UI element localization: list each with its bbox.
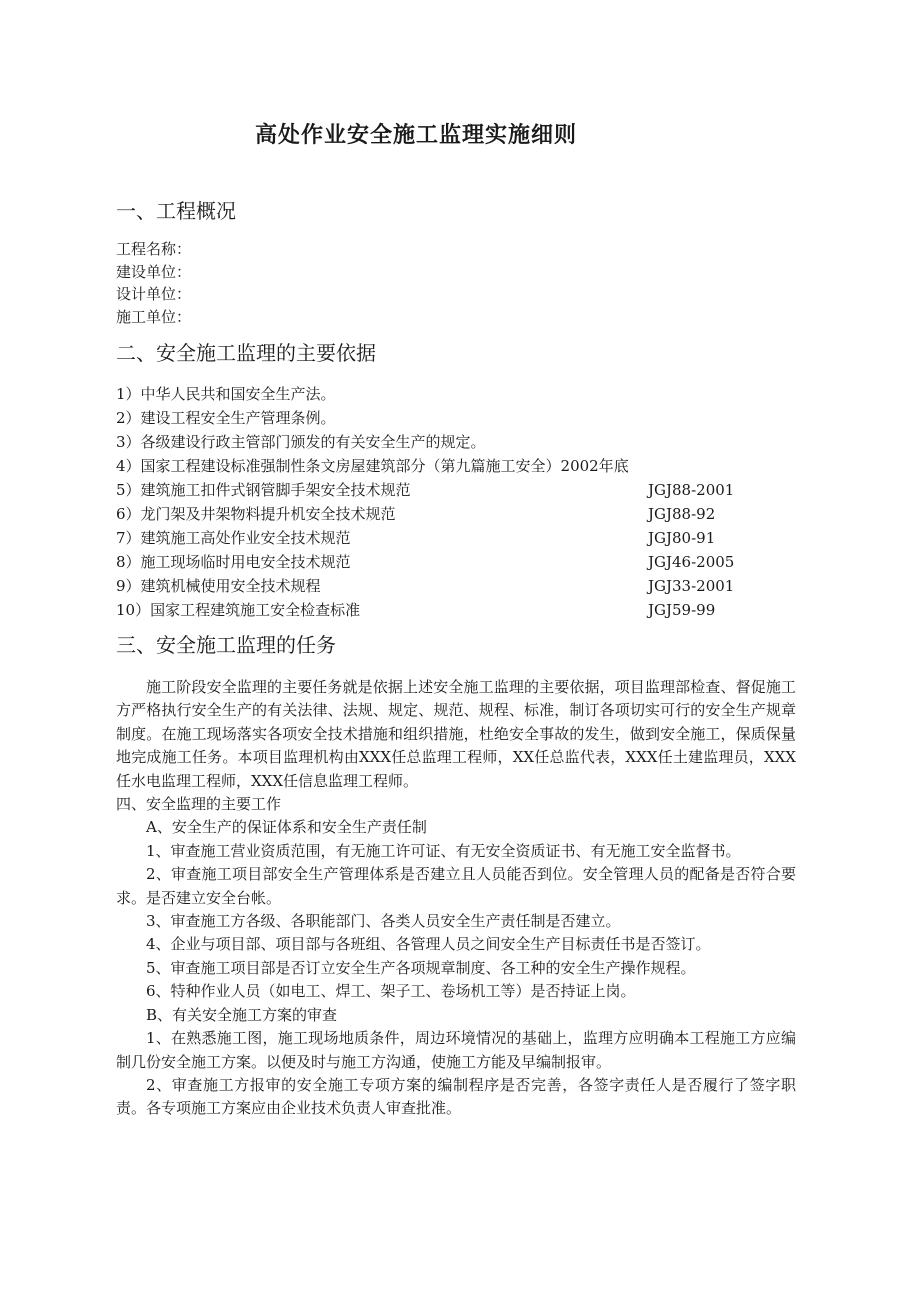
- list-item: 1、审查施工营业资质范围，有无施工许可证、有无安全资质证书、有无施工安全监督书。: [146, 841, 741, 860]
- basis-text: 6）龙门架及井架物料提升机安全技术规范: [116, 505, 396, 523]
- basis-text: 2）建设工程安全生产管理条例。: [116, 409, 336, 427]
- list-item: [116, 526, 796, 550]
- basis-code: JGJ80-91: [648, 529, 716, 547]
- basis-code: JGJ88-2001: [648, 481, 735, 499]
- list-item: [116, 598, 796, 622]
- subsection-heading-b: B、有关安全施工方案的审查: [146, 1005, 338, 1024]
- section-heading-main-work: 四、安全监理的主要工作: [116, 795, 282, 814]
- field-designer: 设计单位：: [116, 285, 192, 303]
- section-heading-tasks: 三、安全施工监理的任务: [116, 633, 336, 657]
- field-owner: 建设单位：: [116, 262, 192, 281]
- tasks-paragraph: 施工阶段安全监理的主要任务就是依据上述安全施工监理的主要依据，项目监理部检查、督促施工方严格执行安全生产的有关法律、法规、规定、规范、规程、标准，制订各项切实可行的安全生产规章制度。在施工现场落实各项安全技术措施和组织措施，杜绝安全事故的发生，做到安全施工，保质保量地完成施工任务。本项目监理机构由XXX任总监理工程师，XX任总监代表，XXX任土建监理员，XXX任水电监理工程师，XXX任信息监理工程师。: [116, 678, 796, 790]
- list-item: 2、审查施工项目部安全生产管理体系是否建立且人员能否到位。安全管理人员的配备是否符合要求。是否建立安全台帐。: [116, 865, 796, 907]
- project-fields: [116, 238, 796, 328]
- basis-text: 1）中华人民共和国安全生产法。: [116, 385, 336, 403]
- basis-code: JGJ88-92: [648, 505, 716, 523]
- basis-text: 8）施工现场临时用电安全技术规范: [116, 553, 351, 571]
- list-item: 2、审查施工方报审的安全施工专项方案的编制程序是否完善，各签字责任人是否履行了签字职责。各专项施工方案应由企业技术负责人审查批准。: [116, 1075, 796, 1118]
- list-item: 6、特种作业人员（如电工、焊工、架子工、卷场机工等）是否持证上岗。: [146, 982, 636, 1001]
- basis-text: 7）建筑施工高处作业安全技术规范: [116, 529, 351, 547]
- document-body: [116, 196, 796, 1121]
- list-item: 3、审查施工方各级、各职能部门、各类人员安全生产责任制是否建立。: [146, 912, 621, 931]
- basis-text: 5）建筑施工扣件式钢管脚手架安全技术规范: [116, 481, 411, 499]
- list-item: [116, 574, 796, 598]
- basis-list: [116, 382, 796, 622]
- basis-text: 4）国家工程建设标准强制性条文房屋建筑部分（第九篇施工安全）2002年底: [116, 457, 629, 475]
- list-item: [116, 502, 796, 526]
- list-item: [116, 406, 796, 430]
- list-item: 5、审查施工项目部是否订立安全生产各项规章制度、各工种的安全生产操作规程。: [146, 958, 696, 977]
- basis-code: JGJ59-99: [648, 601, 716, 619]
- list-item: 4、企业与项目部、项目部与各班组、各管理人员之间安全生产目标责任书是否签订。: [146, 935, 711, 954]
- list-item: [116, 550, 796, 574]
- basis-text: 10）国家工程建筑施工安全检查标准: [116, 601, 361, 619]
- field-project-name: 工程名称：: [116, 240, 192, 258]
- list-item: [116, 430, 796, 454]
- list-item: [116, 478, 796, 502]
- field-contractor: 施工单位：: [116, 307, 192, 326]
- basis-code: JGJ46-2005: [648, 553, 735, 571]
- basis-text: 9）建筑机械使用安全技术规程: [116, 577, 321, 595]
- section-heading-overview: 一、工程概况: [116, 199, 236, 223]
- basis-code: JGJ33-2001: [648, 577, 735, 595]
- basis-text: 3）各级建设行政主管部门颁发的有关安全生产的规定。: [116, 433, 486, 451]
- document-title: 高处作业安全施工监理实施细则: [254, 123, 577, 148]
- subsection-heading-a: A、安全生产的保证体系和安全生产责任制: [146, 818, 427, 837]
- list-item: [116, 382, 796, 406]
- section-heading-basis: 二、安全施工监理的主要依据: [116, 341, 376, 365]
- list-item: 1、在熟悉施工图，施工现场地质条件，周边环境情况的基础上，监理方应明确本工程施工方应编制几份安全施工方案。以便及时与施工方沟通，使施工方能及早编制报审。: [116, 1029, 796, 1071]
- list-item: [116, 454, 796, 478]
